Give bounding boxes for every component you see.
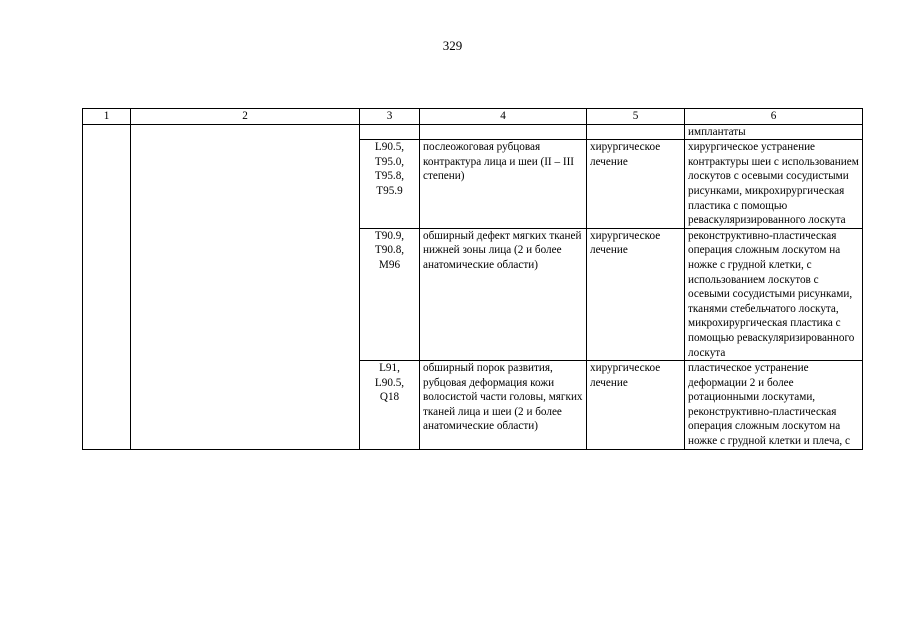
icd-codes-cell [360, 228, 420, 360]
empty-cell [587, 124, 685, 140]
empty-cell [360, 124, 420, 140]
continuation-row [83, 124, 863, 140]
method-cell: пластическое устранение деформации 2 и более ротационными лоскутами, реконструктивно-пластическая операция сложным лоскутом на ножке с грудной клетки и плеча, с [685, 361, 863, 450]
condition-cell: послеожоговая рубцовая контрактура лица и шеи (II – III степени) [420, 140, 587, 229]
icd-codes: L91, L90.5, Q18 [374, 362, 405, 404]
treatment-cell: хирургическое лечение [587, 140, 685, 229]
empty-cell-col2 [131, 124, 360, 449]
column-header-4: 4 [420, 109, 587, 125]
header-row [83, 109, 863, 125]
column-header-2: 2 [131, 109, 360, 125]
icd-codes: L90.5, T95.0, T95.8, T95.9 [374, 141, 405, 197]
page-number: 329 [442, 38, 463, 53]
column-header-3: 3 [360, 109, 420, 125]
column-header-5: 5 [587, 109, 685, 125]
method-cell: хирургическое устранение контрактуры шеи с использованием лоскутов с осевыми сосудистыми рисунками, микрохирургическая пластика с помощью реваскуляризированного лоскута [685, 140, 863, 229]
method-cell: реконструктивно-пластическая операция сложным лоскутом на ножке с грудной клетки, с использованием лоскутов с осевыми сосудистыми рисунками, тканями стебельчатого лоскута, микрохирургическая пластика с помощью реваскуляризированного лоскута [685, 228, 863, 360]
empty-cell [420, 124, 587, 140]
condition-cell: обширный дефект мягких тканей нижней зоны лица (2 и более анатомические области) [420, 228, 587, 360]
treatment-cell: хирургическое лечение [587, 361, 685, 450]
treatment-cell: хирургическое лечение [587, 228, 685, 360]
icd-codes-cell [360, 361, 420, 450]
continuation-text: имплантаты [685, 124, 863, 140]
column-header-1: 1 [83, 109, 131, 125]
medical-procedures-table [82, 108, 863, 450]
empty-cell-col1 [83, 124, 131, 449]
column-header-6: 6 [685, 109, 863, 125]
icd-codes-cell [360, 140, 420, 229]
icd-codes: T90.9, T90.8, M96 [374, 229, 405, 271]
condition-cell: обширный порок развития, рубцовая деформация кожи волосистой части головы, мягких тканей лица и шеи (2 и более анатомические области) [420, 361, 587, 450]
